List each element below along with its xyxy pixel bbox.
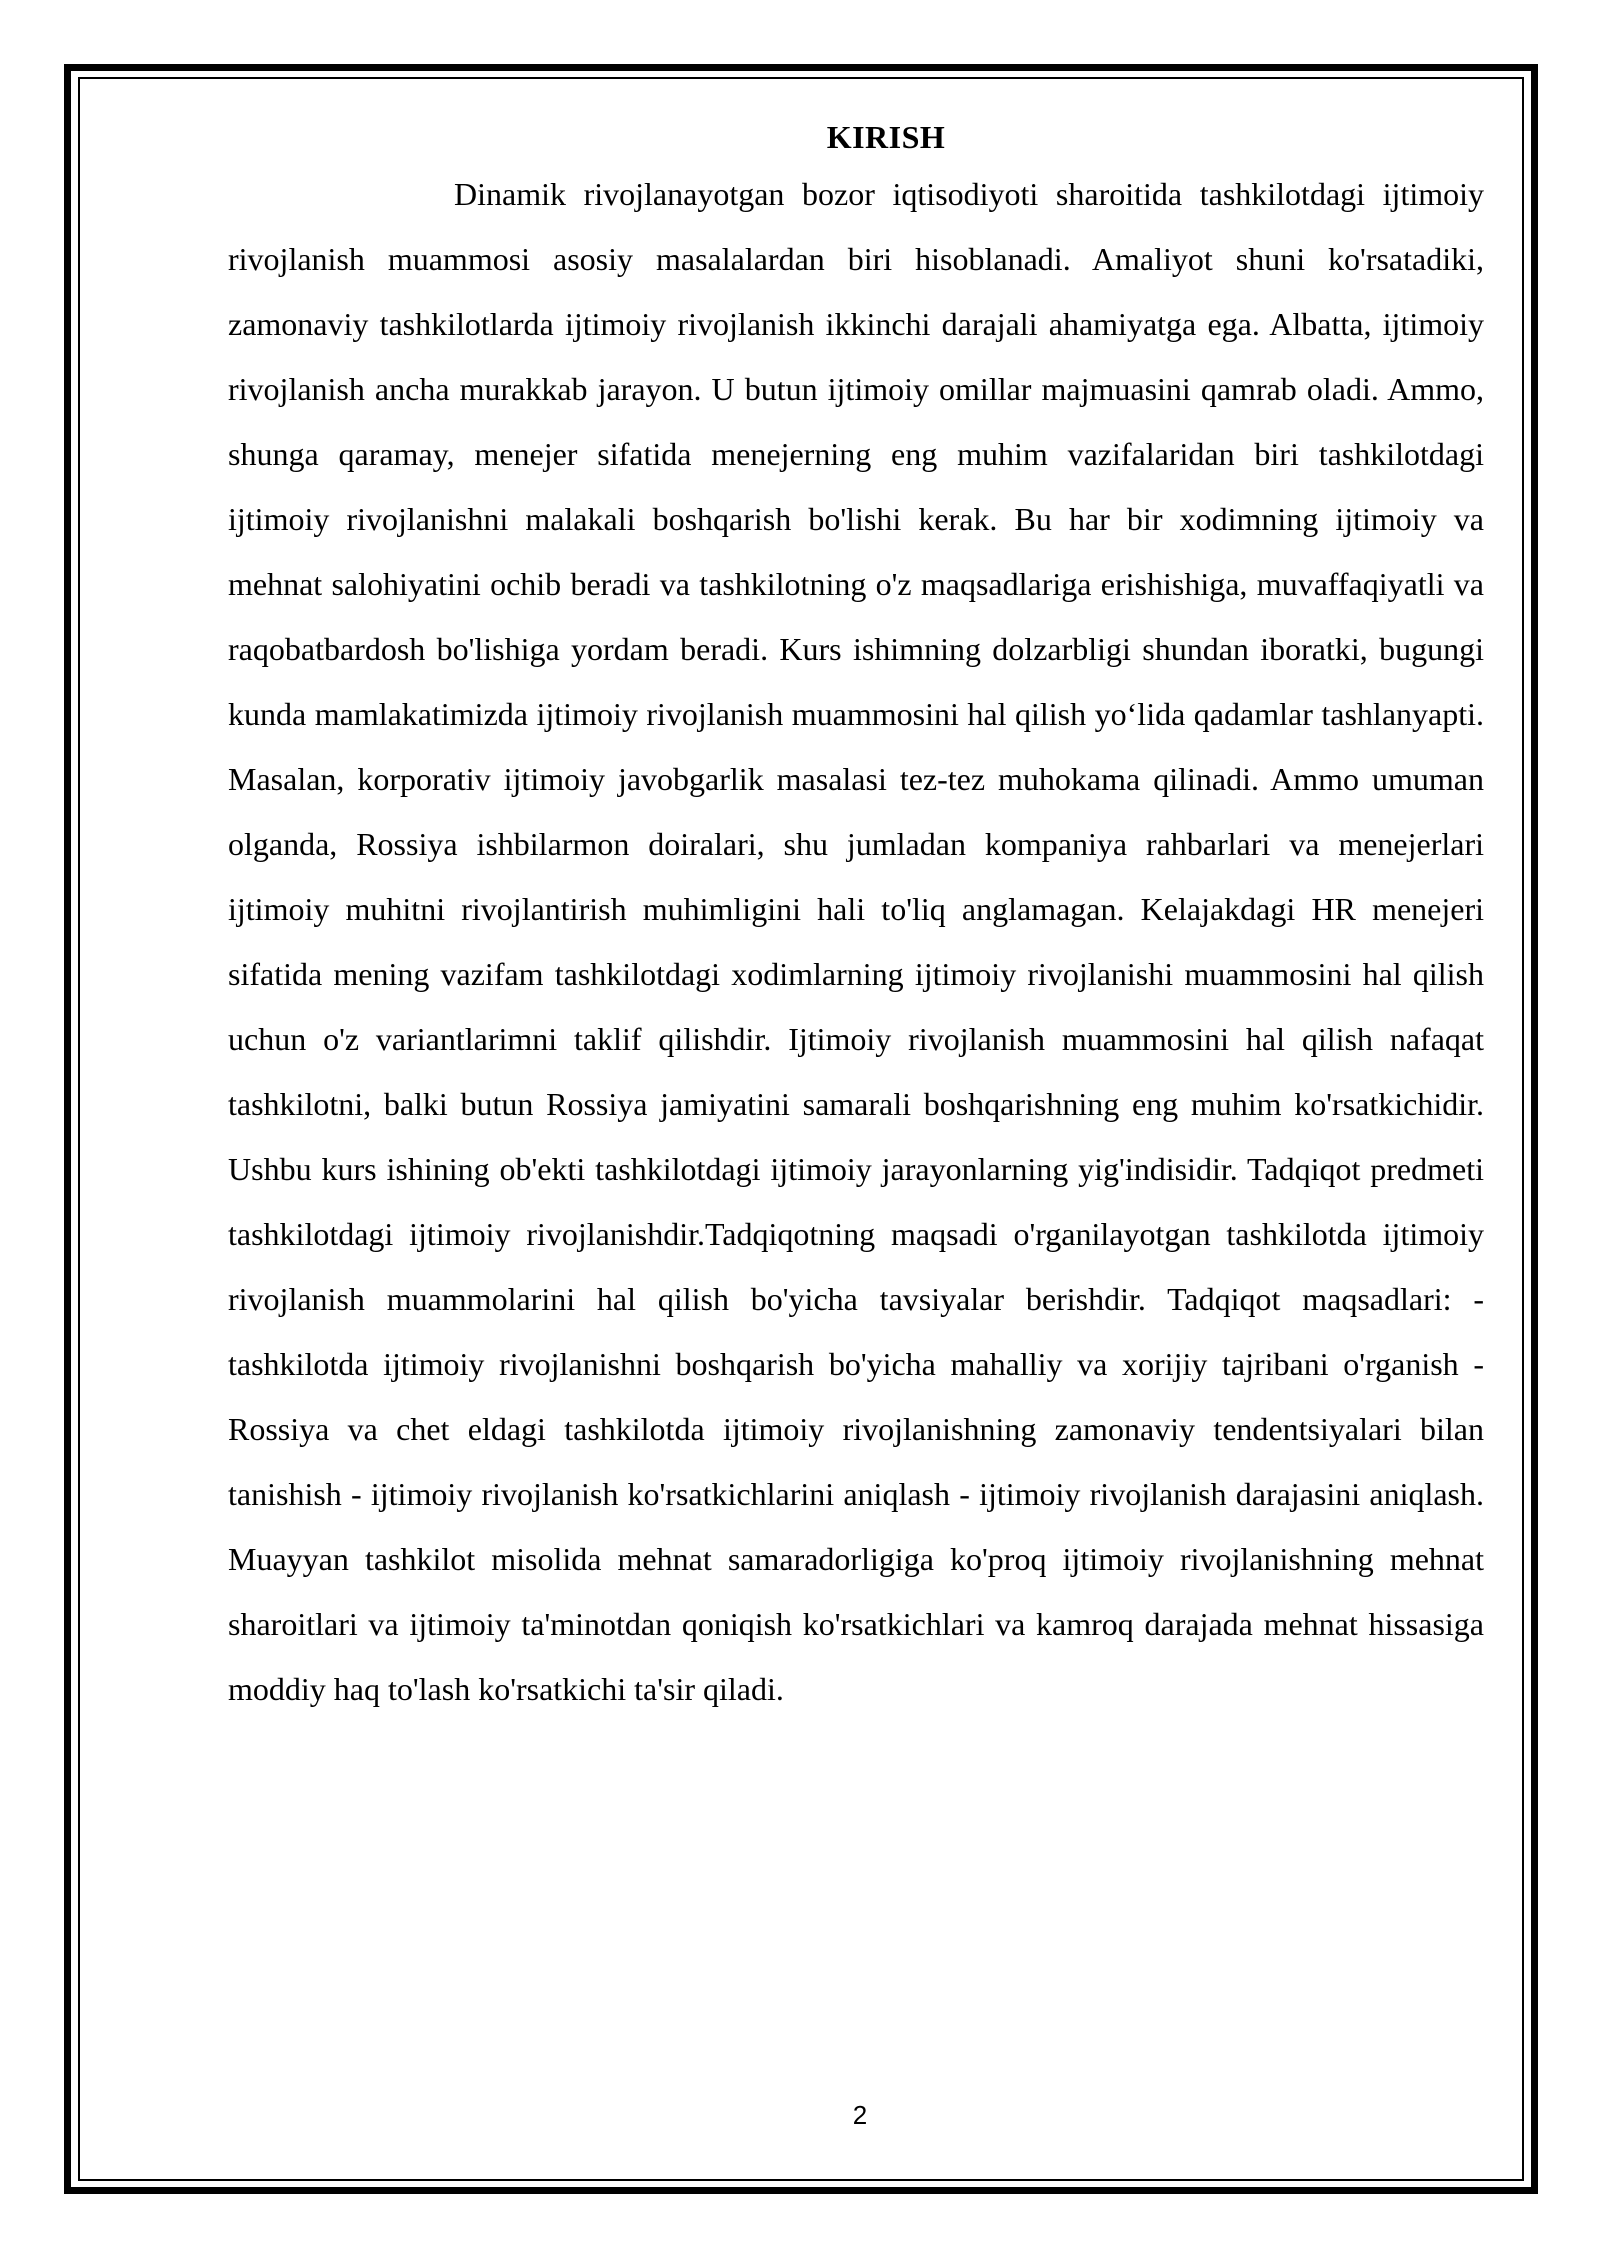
- page-number: 2: [852, 2100, 868, 2130]
- body-paragraph: Dinamik rivojlanayotgan bozor iqtisodiyoti sharoitida tashkilotdagi ijtimoiy rivojlanish muammosi asosiy masalalardan biri hisoblanadi. Amaliyot shuni ko'rsatadiki, zamonaviy tashkilotlarda ijtimoiy rivojlanish ikkinchi darajali ahamiyatga ega. Albatta, ijtimoiy rivojlanish ancha murakkab jarayon. U butun ijtimoiy omillar majmuasini qamrab oladi. Ammo, shunga qaramay, menejer sifatida menejerning eng muhim vazifalaridan biri tashkilotdagi ijtimoiy rivojlanishni malakali boshqarish bo'lishi kerak. Bu har bir xodimning ijtimoiy va mehnat salohiyatini ochib beradi va tashkilotning o'z maqsadlariga erishishiga, muvaffaqiyatli va raqobatbardosh bo'lishiga yordam beradi. Kurs ishimning dolzarbligi shundan iboratki, bugungi kunda mamlakatimizda ijtimoiy rivojlanish muammosini hal qilish yo‘lida qadamlar tashlanyapti. Masalan, korporativ ijtimoiy javobgarlik masalasi tez-tez muhokama qilinadi. Ammo umuman olganda, Rossiya ishbilarmon doiralari, shu jumladan kompaniya rahbarlari va menejerlari ijtimoiy muhitni rivojlantirish muhimligini hali to'liq anglamagan. Kelajakdagi HR menejeri sifatida mening vazifam tashkilotdagi xodimlarning ijtimoiy rivojlanishi muammosini hal qilish uchun o'z variantlarimni taklif qilishdir. Ijtimoiy rivojlanish muammosini hal qilish nafaqat tashkilotni, balki butun Rossiya jamiyatini samarali boshqarishning eng muhim ko'rsatkichidir. Ushbu kurs ishining ob'ekti tashkilotdagi ijtimoiy jarayonlarning yig'indisidir. Tadqiqot predmeti tashkilotdagi ijtimoiy rivojlanishdir.Tadqiqotning maqsadi o'rganilayotgan tashkilotda ijtimoiy rivojlanish muammolarini hal qilish bo'yicha tavsiyalar berishdir. Tadqiqot maqsadlari: - tashkilotda ijtimoiy rivojlanishni boshqarish bo'yicha mahalliy va xorijiy tajribani o'rganish - Rossiya va chet eldagi tashkilotda ijtimoiy rivojlanishning zamonaviy tendentsiyalari bilan tanishish - ijtimoiy rivojlanish ko'rsatkichlarini aniqlash - ijtimoiy rivojlanish darajasini aniqlash. Muayyan tashkilot misolida mehnat samaradorligiga ko'proq ijtimoiy rivojlanishning mehnat sharoitlari va ijtimoiy ta'minotdan qoniqish ko'rsatkichlari va kamroq darajada mehnat hissasiga moddiy haq to'lash ko'rsatkichi ta'sir qiladi.: [228, 176, 1484, 1707]
- page-title: KIRISH: [826, 119, 946, 155]
- page-content: [228, 112, 1484, 1722]
